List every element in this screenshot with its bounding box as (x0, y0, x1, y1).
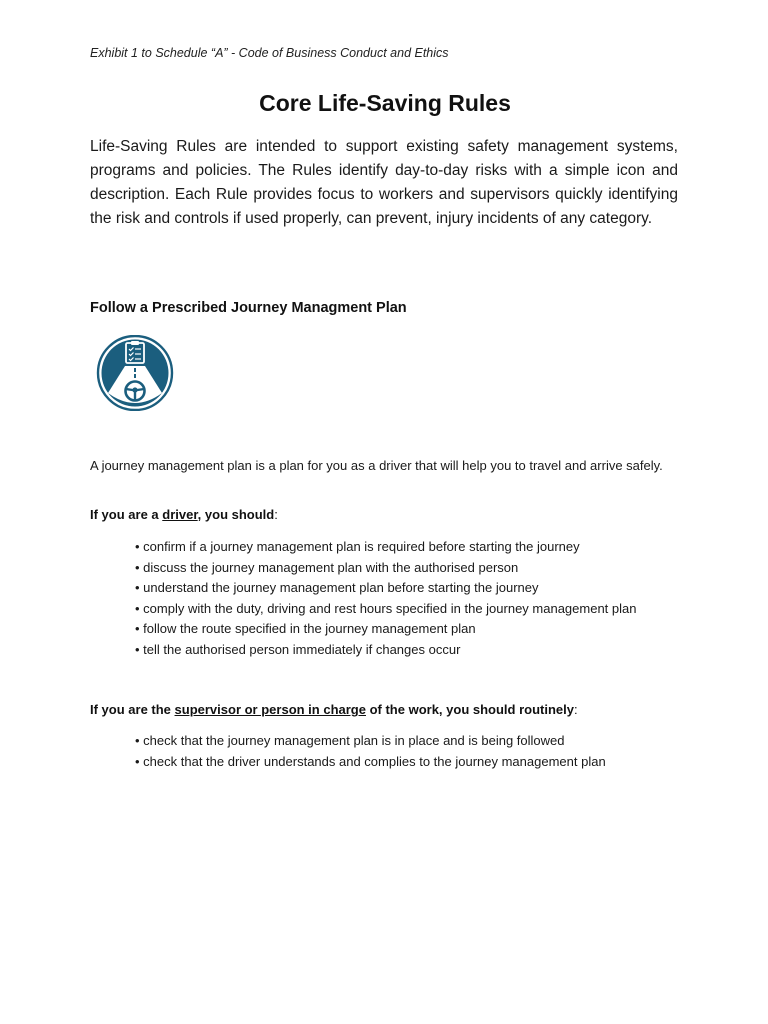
supervisor-prefix: If you are the (90, 702, 175, 717)
list-item: • check that the journey management plan is in place and is being followed (135, 731, 665, 752)
driver-bullet-list (135, 537, 665, 660)
list-item: • discuss the journey management plan with the authorised person (135, 558, 665, 579)
supervisor-colon: : (574, 702, 578, 717)
document-header: Exhibit 1 to Schedule “A” - Code of Business Conduct and Ethics (90, 46, 449, 60)
intro-paragraph: Life-Saving Rules are intended to support existing safety management systems, programs and policies. The Rules identify day-to-day risks with a simple icon and description. Each Rule provides focus to workers and supervisors quickly identifying the risk and controls if used properly, can prevent, injury incidents of any category. (90, 138, 678, 227)
section-heading: Follow a Prescribed Journey Managment Plan (90, 300, 407, 316)
journey-management-icon (95, 335, 175, 411)
supervisor-intro-line (90, 702, 578, 717)
driver-role: driver (162, 507, 198, 522)
driver-suffix: , you should (197, 507, 275, 522)
driver-colon: : (274, 507, 278, 522)
list-item: • check that the driver understands and complies to the journey management plan (135, 752, 665, 773)
list-item: • follow the route specified in the journey management plan (135, 619, 665, 640)
supervisor-bullet-list (135, 731, 665, 772)
list-item: • understand the journey management plan before starting the journey (135, 578, 665, 599)
list-item: • confirm if a journey management plan is required before starting the journey (135, 537, 665, 558)
list-item: • tell the authorised person immediately if changes occur (135, 640, 665, 661)
driver-intro-line (90, 507, 278, 522)
supervisor-role: supervisor or person in charge (174, 702, 366, 717)
journey-plan-description: A journey management plan is a plan for you as a driver that will help you to travel and arrive safely. (90, 458, 663, 473)
document-page (90, 0, 680, 1024)
supervisor-suffix: of the work, you should routinely (365, 702, 574, 717)
list-item: • comply with the duty, driving and rest hours specified in the journey management plan (135, 599, 665, 620)
page-title: Core Life-Saving Rules (259, 90, 511, 116)
driver-prefix: If you are a (90, 507, 163, 522)
